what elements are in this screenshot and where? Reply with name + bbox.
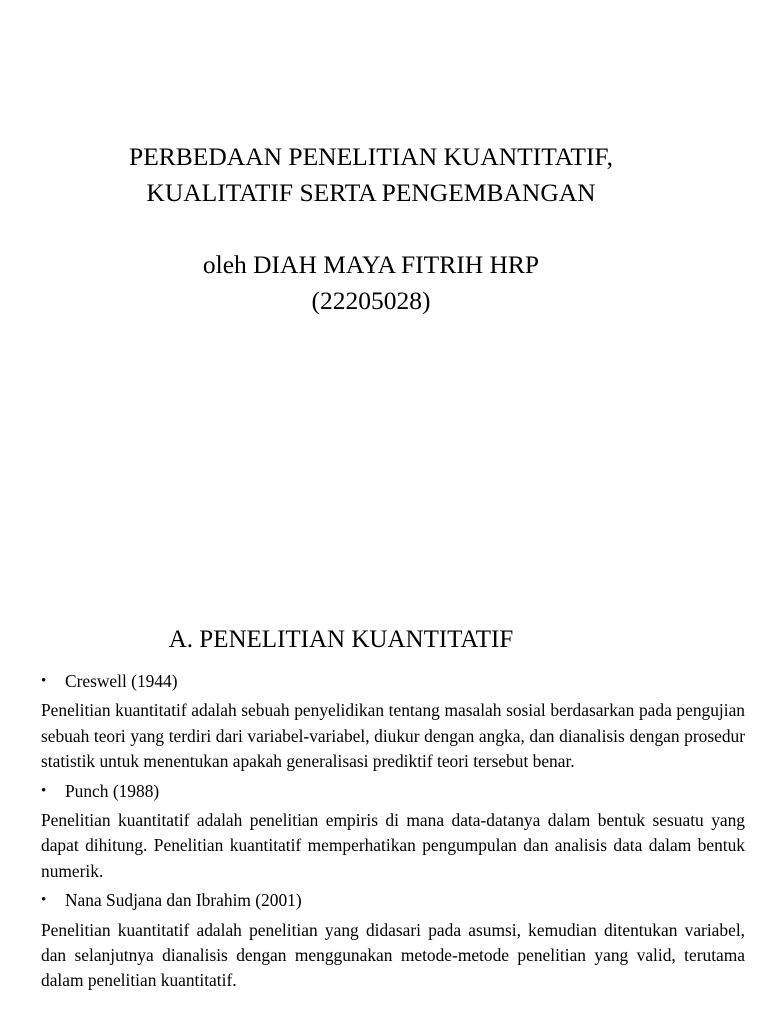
- definition-source-punch: [41, 779, 745, 804]
- source-label: Nana Sudjana dan Ibrahim (2001): [65, 890, 302, 911]
- bullet-icon: •: [41, 673, 47, 689]
- source-label: Creswell (1944): [65, 671, 178, 691]
- definition-text-creswell: Penelitian kuantitatif adalah sebuah penyelidikan tentang masalah sosial berdasarkan pada pengujian sebuah teori yang terdiri dari variabel-variabel, diukur dengan angka, dan dianalisis dengan prosedur statistik untuk menentukan apakah generalisasi prediktif teori tersebut benar.: [41, 700, 745, 772]
- bullet-icon: •: [41, 892, 47, 909]
- author-name: oleh DIAH MAYA FITRIH HRP: [202, 250, 540, 279]
- definition-source-sudjana-ibrahim: [41, 888, 745, 913]
- document-title-line-2: KUALITATIF SERTA PENGEMBANGAN: [146, 178, 596, 207]
- document-title: [0, 139, 742, 211]
- source-label: Punch (1988): [65, 780, 160, 801]
- definition-source-creswell: [41, 669, 745, 694]
- document-title-line-1: PERBEDAAN PENELITIAN KUANTITATIF,: [129, 142, 613, 171]
- author-block: [0, 247, 742, 319]
- definition-text-punch: Penelitian kuantitatif adalah penelitian empiris di mana data-datanya dalam bentuk sesuatu yang dapat dihitung. Penelitian kuantitatif memperhatikan pengumpulan dan analisis data dalam bentuk numerik.: [41, 810, 745, 881]
- bullet-icon: •: [41, 782, 47, 799]
- student-id: (22205028): [311, 286, 431, 315]
- section-content: [41, 669, 745, 998]
- section-heading: A. PENELITIAN KUANTITATIF: [168, 626, 514, 653]
- definition-text-sudjana-ibrahim: Penelitian kuantitatif adalah penelitian yang didasari pada asumsi, kemudian ditentukan variabel, dan selanjutnya dianalisis dengan menggunakan metode-metode penelitian yang valid, terutama dalam penelitian kuantitatif.: [41, 919, 745, 991]
